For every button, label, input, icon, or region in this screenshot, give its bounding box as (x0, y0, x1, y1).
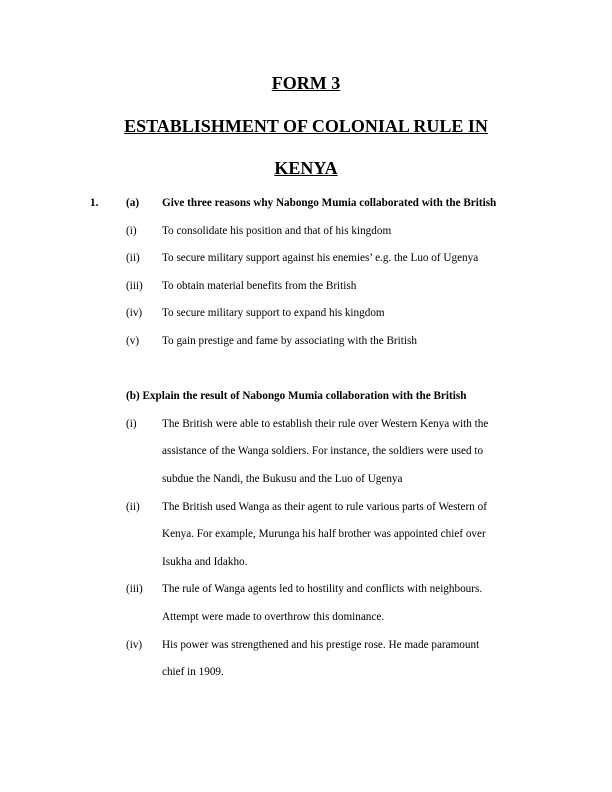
list-item-text: To consolidate his position and that of his kingdom (162, 225, 392, 237)
list-item-number: (i) (126, 225, 137, 237)
list-item-number: (iii) (126, 583, 143, 595)
list-item-text: subdue the Nandi, the Bukusu and the Luo of Ugenya (162, 473, 403, 485)
list-item-number: (i) (126, 418, 137, 430)
list-item-text: His power was strengthened and his prestige rose. He made paramount (162, 639, 480, 651)
list-item-number: (ii) (126, 252, 140, 264)
list-item-text: To secure military support to expand his kingdom (162, 307, 385, 319)
list-item-text: The British were able to establish their rule over Western Kenya with the (162, 418, 489, 430)
list-item-text: To obtain material benefits from the British (162, 280, 357, 292)
list-item-number: (iii) (126, 280, 143, 292)
list-item-text: Isukha and Idakho. (162, 556, 248, 568)
page-title-line-1: ESTABLISHMENT OF COLONIAL RULE IN (124, 116, 488, 136)
list-item-text: assistance of the Wanga soldiers. For instance, the soldiers were used to (162, 445, 484, 457)
question-number: 1. (90, 197, 99, 209)
list-item-text: The British used Wanga as their agent to rule various parts of Western of (162, 501, 487, 513)
form-heading: FORM 3 (271, 73, 341, 93)
part-b-question: (b) Explain the result of Nabongo Mumia collaboration with the British (126, 390, 467, 402)
list-item-number: (iv) (126, 639, 143, 651)
list-item-text: chief in 1909. (162, 666, 224, 678)
list-item-text: Attempt were made to overthrow this dominance. (162, 611, 385, 623)
list-item-text: Kenya. For example, Murunga his half brother was appointed chief over (162, 528, 486, 540)
part-a-label: (a) (126, 197, 140, 209)
list-item-text: To gain prestige and fame by associating with the British (162, 335, 417, 347)
list-item-number: (ii) (126, 501, 140, 513)
list-item-number: (iv) (126, 307, 143, 319)
page-title-line-2: KENYA (274, 158, 338, 178)
part-a-question: Give three reasons why Nabongo Mumia collaborated with the British (162, 197, 497, 209)
list-item-text: The rule of Wanga agents led to hostility and conflicts with neighbours. (162, 583, 483, 595)
list-item-text: To secure military support against his enemies’ e.g. the Luo of Ugenya (162, 252, 479, 264)
list-item-number: (v) (126, 335, 140, 347)
